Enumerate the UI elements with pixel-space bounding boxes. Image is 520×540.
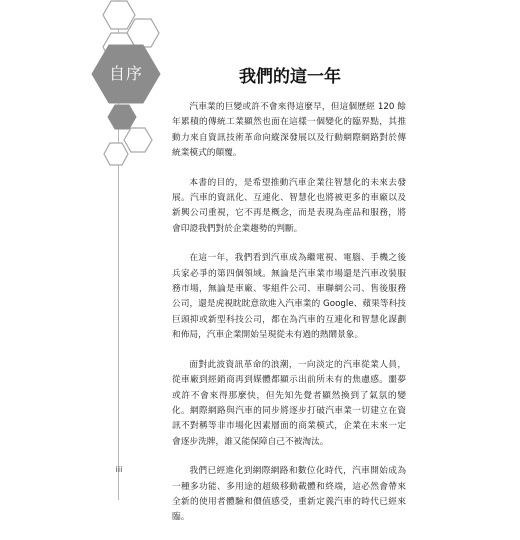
hexagon-outline-lower-left	[104, 143, 128, 165]
section-badge-label: 自序	[108, 64, 143, 83]
paragraph-1: 汽車業的巨變或許不會來得這麼早，但這個歷經 120 餘年累積的傳統工業顯然也面在這樣一個變化的臨界點，其推動力來自資訊技術革命向縱深發展以及行動網際網路對於傳統業模式的顛覆。	[172, 102, 406, 159]
hexagon-outline-top	[103, 1, 135, 29]
paragraph-2: 本書的目的，是希望推動汽車企業往智慧化的未來去發展。汽車的資訊化、互連化、智慧化也將被更多的車廠以及新興公司重視，它不再是概念，而是表現為產品和服務，將會印證我們對於企業趨勢的判斷。	[172, 177, 406, 234]
paragraph-5: 我們已經進化到網際網路和數位化時代，汽車開始成為一種多功能、多用途的超級移動載體和終端，這必然會帶來全新的使用者體驗和價值感受，重新定義汽車的時代已經來臨。	[172, 466, 406, 523]
hexagon-outline-lower-right	[124, 128, 152, 152]
hexagon-filled-lower	[108, 105, 136, 129]
page-number: iii	[115, 465, 123, 474]
paragraph-3: 在這一年，我們看到汽車成為繼電視、電腦、手機之後兵家必爭的第四個領域。無論是汽車業市場還是汽車改裝服務市場，無論是車廠、零組件公司、車聯網公司、售後服務公司，還是虎視眈眈意欲進入汽車業的 Google、蘋果等科技巨頭抑或新型科技公司，都在為汽車的互連化和智慧化謀劃和佈局，汽車企業開始呈現從未有過的熱鬧景象。	[172, 253, 406, 341]
page-title: 我們的這一年	[239, 67, 341, 87]
paragraph-4: 面對此波資訊革命的浪潮，一向淡定的汽車從業人員，從車廠到經銷商再到媒體都顯示出前所未有的焦慮感。噩夢或許不會來得那麼快，但先知先覺者顯然換到了氣氛的變化。網際網路與汽車的同步將逐步打破汽車業一切建立在資訊不對稱等非市場化因素層面的商業模式，企業在未來一定會逐步洗牌，誰又能保障自己不被淘汰。	[172, 359, 406, 447]
body-text	[172, 100, 406, 540]
hexagon-decoration	[0, 0, 200, 200]
